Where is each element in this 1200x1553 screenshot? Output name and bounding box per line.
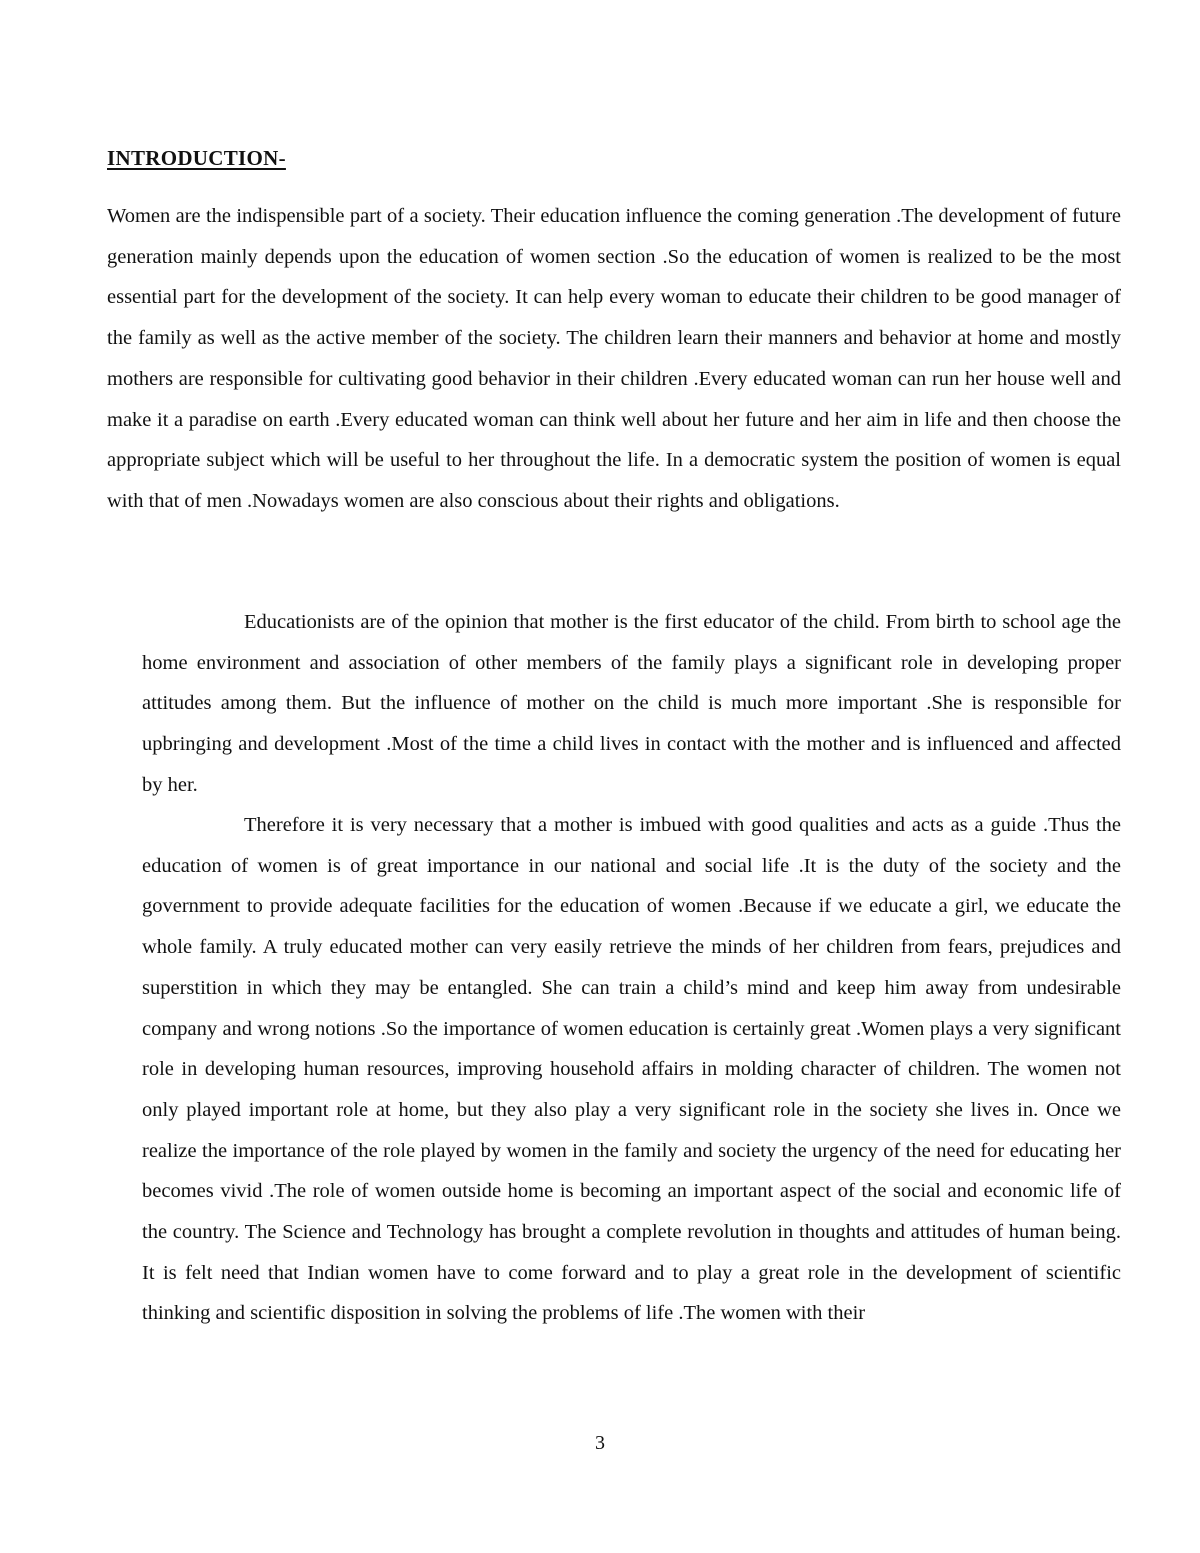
page-number: 3	[595, 1432, 605, 1454]
paragraph-educationists: Educationists are of the opinion that mother is the first educator of the child. From birth to school age the home environment and association of other members of the family plays a significant role in developing proper attitudes among them. But the influence of mother on the child is much more important .She is responsible for upbringing and development .Most of the time a child lives in contact with the mother and is influenced and affected by her.	[142, 611, 1121, 796]
paragraph-intro: Women are the indispensible part of a society. Their education influence the coming generation .The development of future generation mainly depends upon the education of women section .So the education of women is realized to be the most essential part for the development of the society. It can help every woman to educate their children to be good manager of the family as well as the active member of the society. The children learn their manners and behavior at home and mostly mothers are responsible for cultivating good behavior in their children .Every educated woman can run her house well and make it a paradise on earth .Every educated woman can think well about her future and her aim in life and then choose the appropriate subject which will be useful to her throughout the life. In a democratic system the position of women is equal with that of men .Nowadays women are also conscious about their rights and obligations.	[107, 205, 1121, 512]
paragraph-therefore: Therefore it is very necessary that a mother is imbued with good qualities and acts as a guide .Thus the education of women is of great importance in our national and social life .It is the duty of the society and the government to provide adequate facilities for the education of women .Because if we educate a girl, we educate the whole family. A truly educated mother can very easily retrieve the minds of her children from fears, prejudices and superstition in which they may be entangled. She can train a child’s mind and keep him away from undesirable company and wrong notions .So the importance of women education is certainly great .Women plays a very significant role in developing human resources, improving household affairs in molding character of children. The women not only played important role at home, but they also play a very significant role in the society she lives in. Once we realize the importance of the role played by women in the family and society the urgency of the need for educating her becomes vivid .The role of women outside home is becoming an important aspect of the social and economic life of the country. The Science and Technology has brought a complete revolution in thoughts and attitudes of human being. It is felt need that Indian women have to come forward and to play a great role in the development of scientific thinking and scientific disposition in solving the problems of life .The women with their	[142, 814, 1121, 1325]
section-heading: INTRODUCTION-	[107, 146, 286, 170]
